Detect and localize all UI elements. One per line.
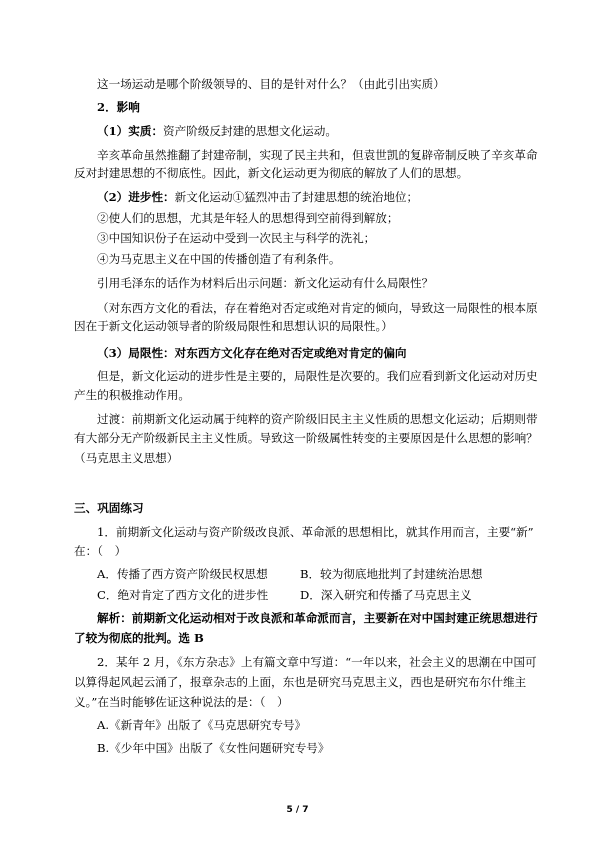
text-line: 反对封建思想的不彻底性。因此，新文化运动更为彻底的解放了人们的思想。 (74, 166, 469, 180)
question-text: 义。”在当时能够佐证这种说法的是：（ ） (74, 695, 289, 709)
text-line: 因在于新文化运动领导者的阶级局限性和思想认识的局限性。） (74, 319, 393, 333)
option-a: A.《新青年》出版了《马克思研究专号》 (97, 718, 307, 732)
question-text: 以算得起风起云涌了，报章杂志的上面，东也是研究马克思主义，西也是研究布尔什维主 (74, 675, 527, 689)
text-line: ④为马克思主义在中国的传播创造了有利条件。 (97, 252, 341, 266)
option-a: A．传播了西方资产阶级民权思想 (97, 567, 268, 581)
text-line: 有大部分无产阶级新民主主义性质。导致这一阶级属性转变的主要原因是什么思想的影响？ (74, 431, 538, 445)
text-line: 引用毛泽东的话作为材料后出示问题：新文化运动有什么局限性？ (97, 276, 434, 290)
text-line: 但是，新文化运动的进步性是主要的，局限性是次要的。我们应看到新文化运动对历史 (97, 369, 538, 383)
option-b: B.《少年中国》出版了《女性问题研究专号》 (97, 741, 330, 755)
text-line: ②使人们的思想，尤其是年轻人的思想得到空前得到解放； (97, 211, 399, 225)
text: 新文化运动①猛烈冲击了封建思想的统治地位； (174, 190, 419, 204)
analysis-text: 解析：前期新文化运动相对于改良派和革命派而言，主要新在对中国封建正统思想进行 (97, 611, 538, 625)
section-heading: 2．影响 (97, 100, 140, 114)
text-line: 辛亥革命虽然推翻了封建帝制，实现了民主共和，但袁世凯的复辟帝制反映了辛亥革命 (97, 148, 538, 162)
text-line: 产生的积极推动作用。 (74, 388, 190, 402)
text-line: 过渡：前期新文化运动属于纯粹的资产阶级旧民主主义性质的思想文化运动；后期则带 (97, 412, 538, 426)
option-c: C．绝对肯定了西方文化的进步性 (97, 588, 269, 602)
label: （2）进步性： (97, 190, 175, 204)
analysis-text: 了较为彻底的批判。选 B (74, 631, 204, 645)
option-d: D．深入研究和传播了马克思主义 (300, 588, 472, 602)
text-line (97, 189, 418, 205)
label: （1）实质： (97, 124, 164, 138)
question-text: 2．某年 2 月，《东方杂志》上有篇文章中写道：“一年以来，社会主义的思潮在中国可 (97, 655, 537, 669)
text-line (97, 123, 337, 139)
question-text: 1．前期新文化运动与资产阶级改良派、革命派的思想相比，就其作用而言，主要“新” (97, 525, 534, 539)
text-line: ③中国知识份子在运动中受到一次民主与科学的洗礼； (97, 231, 376, 245)
text-line: （对东西方文化的看法，存在着绝对否定或绝对肯定的倾向，导致这一局限性的根本原 (97, 301, 538, 315)
question-text: 在：（ ） (74, 544, 127, 558)
option-b: B．较为彻底地批判了封建统治思想 (300, 567, 483, 581)
text-line: （马克思主义思想） (74, 451, 179, 465)
text-line: 这一场运动是哪个阶级领导的、目的是针对什么？（由此引出实质） (97, 77, 445, 91)
section-heading: 三、巩固练习 (74, 501, 144, 515)
subheading: （3）局限性：对东西方文化存在绝对否定或绝对肯定的偏向 (97, 346, 407, 360)
text: 资产阶级反封建的思想文化运动。 (163, 124, 337, 138)
page-number: 5 / 7 (286, 805, 309, 815)
